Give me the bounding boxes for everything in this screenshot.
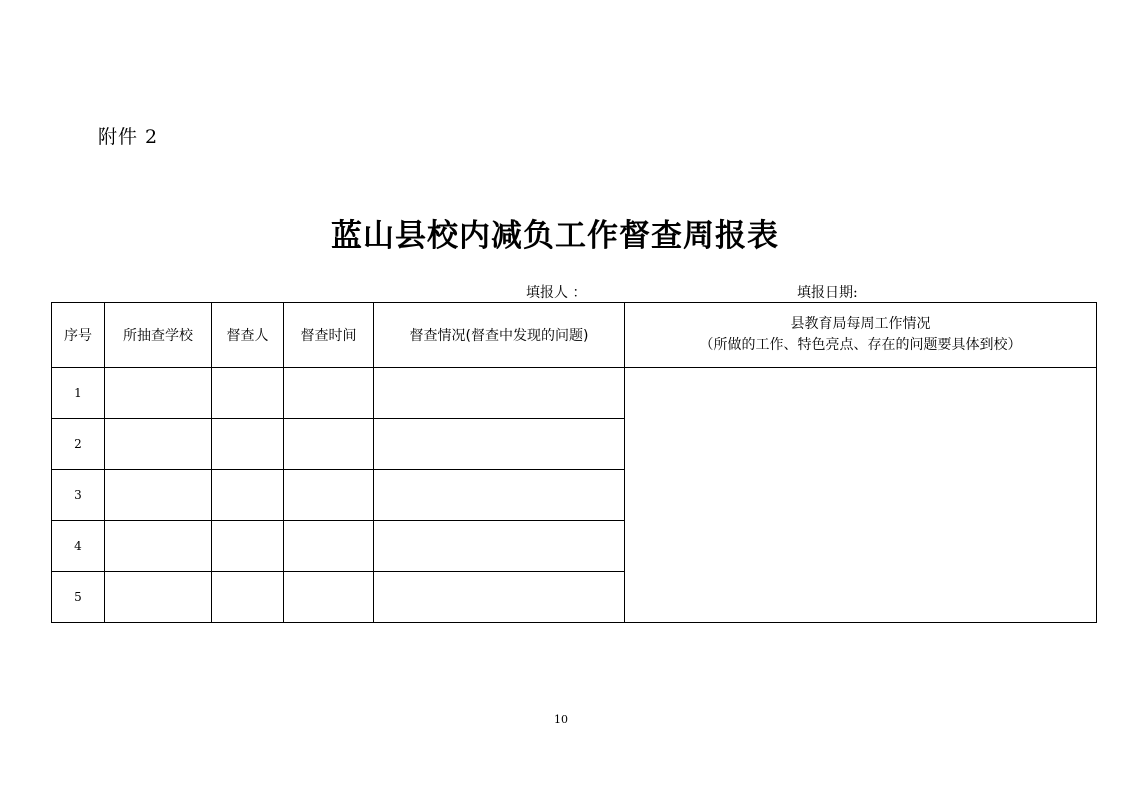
school-cell[interactable]	[105, 470, 212, 521]
situation-cell[interactable]	[374, 470, 625, 521]
situation-cell[interactable]	[374, 368, 625, 419]
header-weekly-work-line1: 县教育局每周工作情况	[790, 316, 931, 332]
time-cell[interactable]	[284, 419, 374, 470]
inspector-cell[interactable]	[212, 368, 284, 419]
weekly-work-cell[interactable]	[625, 368, 1097, 623]
time-cell[interactable]	[284, 470, 374, 521]
report-table	[51, 302, 1097, 623]
row-seq: 1	[52, 368, 105, 419]
header-weekly-work	[625, 303, 1097, 368]
situation-cell[interactable]	[374, 419, 625, 470]
row-seq: 5	[52, 572, 105, 623]
school-cell[interactable]	[105, 521, 212, 572]
time-cell[interactable]	[284, 368, 374, 419]
time-cell[interactable]	[284, 572, 374, 623]
header-inspector: 督查人	[212, 303, 284, 368]
header-seq: 序号	[52, 303, 105, 368]
date-label: 填报日期:	[797, 285, 858, 301]
table-row	[52, 368, 1097, 419]
header-school: 所抽查学校	[105, 303, 212, 368]
inspector-cell[interactable]	[212, 470, 284, 521]
inspector-cell[interactable]	[212, 521, 284, 572]
attachment-label: 附件 2	[98, 126, 159, 148]
header-situation: 督查情况(督查中发现的问题)	[374, 303, 625, 368]
filler-label: 填报人 ：	[526, 285, 587, 301]
row-seq: 4	[52, 521, 105, 572]
school-cell[interactable]	[105, 572, 212, 623]
row-seq: 3	[52, 470, 105, 521]
page-title: 蓝山县校内减负工作督查周报表	[331, 218, 779, 254]
situation-cell[interactable]	[374, 572, 625, 623]
page-number: 10	[554, 713, 568, 726]
time-cell[interactable]	[284, 521, 374, 572]
table-header-row	[52, 303, 1097, 368]
inspector-cell[interactable]	[212, 419, 284, 470]
header-weekly-work-line2: （所做的工作、特色亮点、存在的问题要具体到校）	[699, 337, 1022, 353]
school-cell[interactable]	[105, 419, 212, 470]
situation-cell[interactable]	[374, 521, 625, 572]
school-cell[interactable]	[105, 368, 212, 419]
row-seq: 2	[52, 419, 105, 470]
header-time: 督查时间	[284, 303, 374, 368]
inspector-cell[interactable]	[212, 572, 284, 623]
